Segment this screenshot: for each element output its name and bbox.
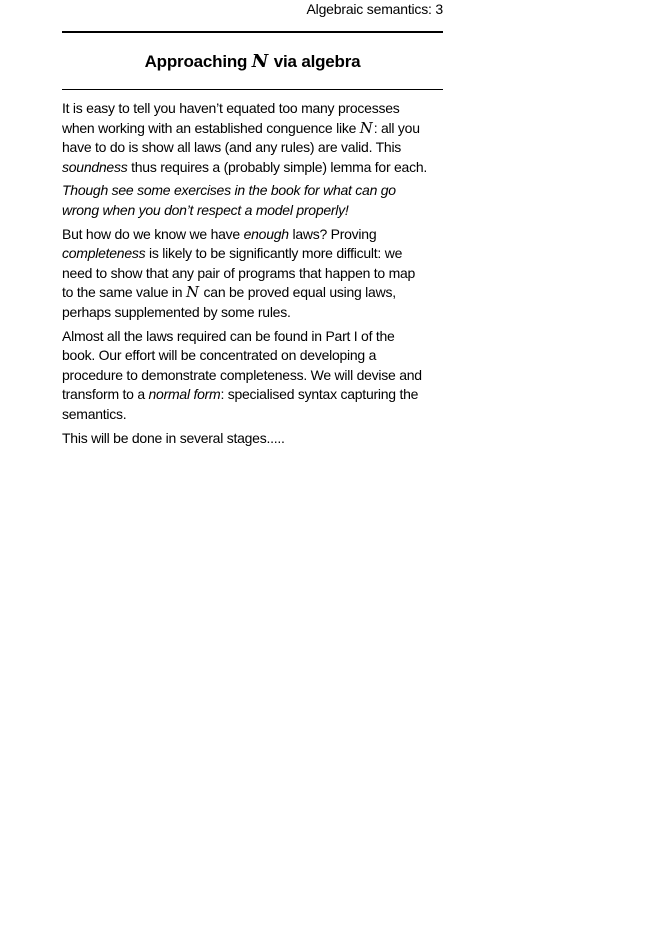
text-run: transform to a bbox=[62, 386, 149, 403]
text-run: wrong when you don’t respect a model properly! bbox=[62, 201, 349, 218]
text-run: procedure to demonstrate completeness. We will devise and bbox=[62, 366, 422, 383]
text-run: book. Our effort will be concentrated on developing a bbox=[62, 347, 377, 364]
text-run: when working with an established conguence like bbox=[62, 119, 360, 136]
text-run: Approaching bbox=[144, 52, 252, 71]
mathcal-N: N bbox=[185, 284, 199, 302]
text-run: semantics. bbox=[62, 405, 127, 422]
text-run: Almost all the laws required can be found in Part I of the bbox=[62, 327, 395, 344]
text-run: perhaps supplemented by some rules. bbox=[62, 303, 291, 320]
text-run: : specialised syntax capturing the bbox=[220, 386, 419, 403]
text-run: completeness bbox=[62, 245, 146, 262]
text-run: soundness bbox=[62, 158, 128, 175]
text-run: enough bbox=[243, 225, 289, 242]
body-text bbox=[62, 99, 443, 452]
text-run: normal form bbox=[148, 386, 221, 403]
paragraph bbox=[62, 99, 443, 177]
text-run: This will be done in several stages..... bbox=[62, 429, 285, 446]
text-run: have to do is show all laws (and any rules) are valid. This bbox=[62, 139, 402, 156]
text-run: is likely to be significantly more difficult: we bbox=[145, 245, 403, 262]
text-run: can be proved equal using laws, bbox=[199, 284, 396, 301]
running-header: Algebraic semantics: 3 bbox=[306, 1, 443, 17]
text-run: to the same value in bbox=[62, 284, 186, 301]
text-run: : all you bbox=[373, 119, 420, 136]
paragraph bbox=[62, 429, 443, 449]
paragraph bbox=[62, 327, 443, 425]
text-run: via algebra bbox=[269, 52, 361, 71]
title-rule bbox=[62, 89, 443, 91]
paragraph bbox=[62, 225, 443, 323]
text-run: thus requires a (probably simple) lemma for each. bbox=[127, 158, 427, 175]
text-run: But how do we know we have bbox=[62, 225, 244, 242]
paragraph bbox=[62, 181, 443, 220]
mathcal-N: N bbox=[251, 51, 269, 72]
header-rule bbox=[62, 31, 443, 33]
page-title bbox=[62, 50, 443, 74]
text-run: Though see some exercises in the book for what can go bbox=[62, 182, 396, 199]
text-run: It is easy to tell you haven’t equated too many processes bbox=[62, 100, 400, 116]
text-run: need to show that any pair of programs that happen to map bbox=[62, 264, 416, 281]
mathcal-N: N bbox=[359, 119, 373, 137]
text-run: laws? Proving bbox=[288, 225, 377, 242]
